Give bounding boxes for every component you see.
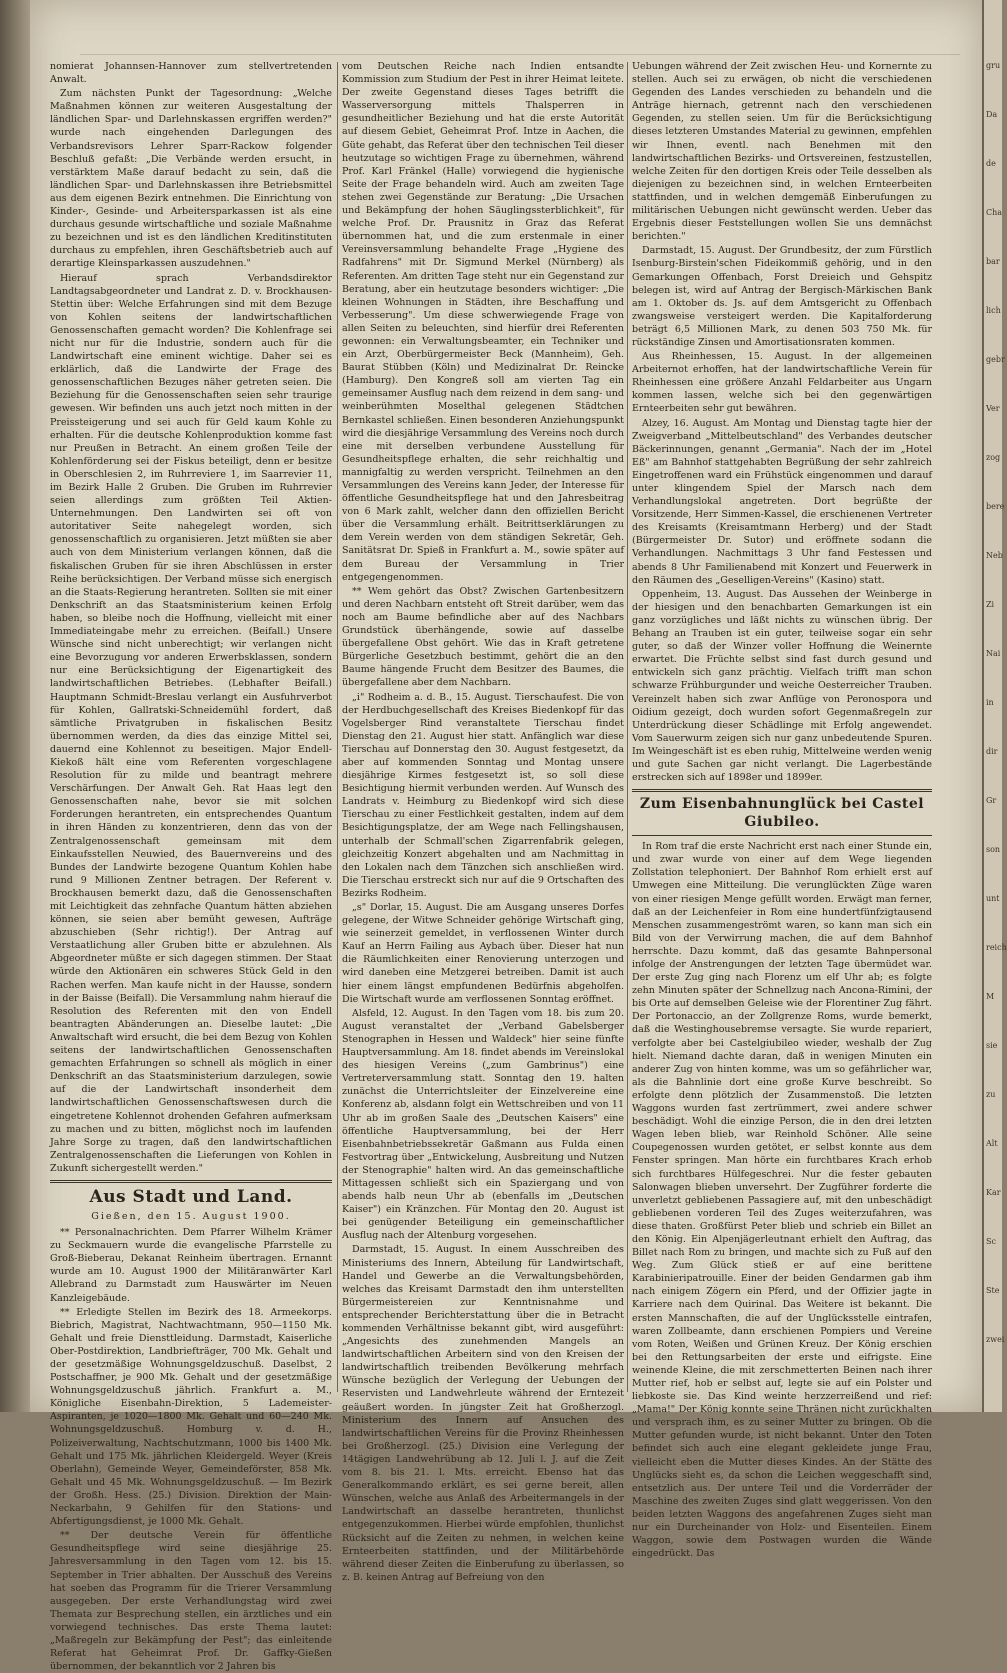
news-item: Darmstadt, 15. August. Der Grundbesitz, der zum Fürstlich Isenburg-Birstein'schen Fideikommiß gehörig, und in den Gemarkungen Offenbach, Forst Dreieich und Gehspitz belegen ist, wird auf Antrag der Bergisch-Märkischen Bank am 1. Oktober ds. Js. auf dem Amtsgericht zu Offenbach zwangsweise versteigert werden. Die Kapitalforderung beträgt 6,5 Millionen Mark, zu denen 503 750 Mk. für rückständige Zinsen und Amortisationsraten kommen. (632, 245, 932, 348)
news-item: Oppenheim, 13. August. Das Aussehen der Weinberge in der hiesigen und den benachbarten Gemarkungen ist ein ganz vorzügliches und läßt nichts zu wünschen übrig. Der Behang an Trauben ist ein guter, teilweise sogar ein sehr guter, so daß der Winzer voller Hoffnung die Weinernte erwartet. Die Früchte selbst sind fast durch gesund und entwickeln sich ganz prächtig. Vielfach trifft man schon schwarze Frühburgunder und weiche Oesterreicher Trauben. Vereinzelt haben sich zwar Anflüge von Peronospora und Oidium gezeigt, doch wurden sofort Gegenmaßregeln zur Unterdrückung dieser Schädlinge mit Erfolg angewendet. Vom Sauerwurm zeigen sich nur ganz unbedeutende Spuren. Im Weingeschäft ist es eben ruhig, Mittelweine werden wenig und gute Sachen gar nicht verlangt. Die Lagerbestände erstrecken sich auf 1898er und 1899er. (632, 588, 932, 784)
column-rule-2 (627, 62, 628, 1392)
edge-fragment: de (986, 159, 996, 168)
edge-fragment: bar (986, 257, 1000, 266)
news-item: Aus Rheinhessen, 15. August. In der allgemeinen Arbeiternot erhoffen, hat der landwirtschaftliche Verein für Rheinhessen eine größere Anzahl Feldarbeiter aus Ungarn kommen lassen, welche sich bei den gegenwärtigen Ernteerbeiten sehr gut bewähren. (632, 351, 932, 415)
edge-fragment: zu (986, 1090, 996, 1099)
edge-fragment: zog (986, 453, 1001, 462)
edge-fragment: Ver (986, 404, 1000, 413)
edge-fragment: unt (986, 894, 1000, 903)
article-text: Hierauf sprach Verbandsdirektor Landtagsabgeordneter und Landrat z. D. v. Brockhausen-Stettin über: Welche Erfahrungen sind mit dem Bezuge von Kohlen seitens der landwirtschaftlichen Genossenschaften gemacht worden? Die Kohlenfrage sei nicht nur für die Industrie, sondern auch für die Landwirtschaft eine eminent wichtige. Daher sei es erklärlich, daß die Landwirte der Frage des genossenschaftlichen Bezuges näher getreten seien. Die Beziehung für die Genossenschaften seien sehr traurige gewesen. Wir befinden uns auch jetzt noch mitten in der Preissteigerung und sei auch für Geld kaum Kohle zu erhalten. Für die deutsche Kohlenproduktion komme fast nur Preußen in Betracht. An einem großen Teile der Kohlenförderung sei der Fiskus beteiligt, denn er besitze in Oberschlesien 2, im Ruhrreviere 1, im Saarrevier 11, im Bezirk Halle 2 Gruben. Die Gruben im Ruhrrevier seien allerdings zum größten Teil Aktien-Unternehmungen. Den Landwirten sei oft von autoritativer Seite nahegelegt worden, sich genossenschaftlich zu organisieren. Jetzt müßten sie aber auch von dem Ministerium verlangen können, daß die fiskalischen Gruben für sie ihren Abschlüssen in erster Reihe berücksichtigen. Der Verband müsse sich energisch an die Staats-Regierung herantreten. Sollten sie mit einer Denkschrift an das Staatsministerium keinen Erfolg haben, so bleibe noch die Hoffnung, vielleicht mit einer Immediateingabe mehr zu erreichen. (Beifall.) Unsere Wünsche sind nicht unberechtigt; wir verlangen nicht eine Bevorzugung vor anderen Erwerbsklassen, sondern nur eine Berücksichtigung der Eigenartigkeit des landwirtschaftlichen Betriebes. (Lebhafter Beifall.) Hauptmann Schmidt-Breslau verlangt ein Ausfuhrverbot für Kohlen, Gallratski-Schneidemühl fordert, daß sämtliche Privatgruben in fiskalischen Besitz übernommen werden, da dies das einzige Mittel sei, dauernd eine Kohlennot zu beseitigen. Major Endell-Kiekoß hält eine vom Referenten vorgeschlagene Resolution für zu milde und beantragt mehrere Verschärfungen. Der Anwalt Geh. Rat Haas legt den Genossenschaften nahe, bevor sie mit solchen Forderungen herantreten, ein entsprechendes Quantum in ihren Händen zu konzentrieren, denn das von der Zentralgenossenschaft gemeinsam mit dem Einkaufsstellen Neuwied, des Bauernvereins und des Bundes der Landwirte bezogene Quantum Kohlen habe rund 9 Millionen Zentner betragen. Der Referent v. Brockhausen bemerkt dazu, daß die Genossenschaften mit Leichtigkeit das zehnfache Quantum hätten abziehen können, sie seien aber bemüht gewesen, Aufträge abzuschieben (Sehr richtig!). Der Antrag auf Verstaatlichung aller Gruben bitte er abzulehnen. Als Abgeordneter müßte er sich dagegen stimmen. Der Staat würde den Aktionären ein schweres Stück Geld in den Rachen werfen. Man kaufe nicht in der Hausse, sondern in der Baisse (Beifall). Die Versammlung nahm hierauf die Resolution des Referenten mit den von Endell beantragten Abänderungen an. Dieselbe lautet: „Die Anwaltschaft wird ersucht, die bei dem Bezug von Kohlen seitens der landwirtschaftlichen Genossenschaften gemachten Erfahrungen so schnell als möglich in einer Denkschrift an das Staatsministerium darzulegen, sowie auf die der Landwirtschaft insonderheit dem landwirtschaftlichen Genossenschaftswesen durch die eingetretene Kohlennot drohenden Gefahren aufmerksam zu machen und zu bitten, möglichst noch im laufenden Jahre Sorge zu tragen, daß den landwirtschaftlichen Zentralgenossenschaften die Lieferungen von Kohlen in Zukunft sichergestellt werden." (50, 272, 332, 1174)
news-item: ** Erledigte Stellen im Bezirk des 18. Armeekorps. Biebrich, Magistrat, Nachtwachtmann, 950—1150 Mk. Gehalt und freie Diensttleidung. Darmstadt, Kaiserliche Ober-Postdirektion, Landbriefträger, 700 Mk. Gehalt und der gesetzmäßige Wohnungsgeldzuschuß. Daselbst, 2 Postschaffner, je 900 Mk. Gehalt und der gesetzmäßige Wohnungsgeldzuschuß jährlich. Frankfurt a. M., Königliche Eisenbahn-Direktion, 5 Lademeister-Aspiranten, je 1020—1800 Mk. Gehalt und 60—240 Mk. Wohnungsgeldzuschuß. Homburg v. d. H., Polizeiverwaltung, Nachtschutzmann, 1000 bis 1400 Mk. Gehalt und 175 Mk. jährlichen Kleidergeld. Weyer (Kreis Oberlahn), Gemeinde Weyer, Gemeindeförster, 858 Mk. Gehalt und 45 Mk. Wohnungsgeldzuschuß. — Im Bezirk der Großh. Hess. (25.) Division. Direktion der Main-Neckarbahn, 9 Gehilfen für den Stations- und Abfertigungsdienst, je 1000 Mk. Gehalt. (50, 1306, 332, 1528)
article-text: vom Deutschen Reiche nach Indien entsandte Kommission zum Studium der Pest in ihrer Heimat leitete. Der zweite Gegenstand dieses Tages betrifft die Wasserversorgung mittels Thalsperren in gesundheitlicher Beziehung und hat die erste Autorität auf diesem Gebiet, Geheimrat Prof. Intze in Aachen, die Güte gehabt, das Referat über den technischen Teil dieser heutzutage so wichtigen Frage zu übernehmen, während Prof. Karl Fränkel (Halle) vorwiegend die hygienische Seite der Frage behandeln wird. Auch am zweiten Tage stehen zwei Gegenstände zur Beratung: „Die Ursachen und Bekämpfung der hohen Säuglingssterblichkeit", für welche Prof. Dr. Prausnitz in Graz das Referat übernommen hat, und die zum erstenmale in einer Vereinsversammlung behandelte Frage „Hygiene des Radfahrens" mit Dr. Sigmund Merkel (Nürnberg) als Referenten. Am dritten Tage steht nur ein Gegenstand zur Beratung, aber ein heutzutage besonders wichtiger: „Die kleinen Wohnungen in Städten, ihre Beschaffung und Verbesserung". Um diese schwerwiegende Frage von allen Seiten zu beleuchten, sind hierfür drei Referenten gewonnen: ein Verwaltungsbeamter, ein Techniker und ein Arzt, Oberbürgermeister Beck (Mannheim), Geh. Baurat Stübben (Köln) und Medizinalrat Dr. Reincke (Hamburg). Den Kongreß soll am vierten Tag ein gemeinsamer Ausflug nach dem reizend in dem sang- und weinberühmten Moselthal gelegenen Städtchen Bernkastel schließen. Einen besonderen Anziehungspunkt wird die diesjährige Versammlung des Vereins noch durch eine mit derselben verbundene Ausstellung für Gesundheitspflege erhalten, die sehr reichhaltig und mannigfaltig zu werden verspricht. Teilnehmen an den Versammlungen des Vereins kann Jeder, der Interesse für öffentliche Gesundheitspflege hat und den Jahresbeitrag von 6 Mark zahlt, welcher dann den offiziellen Bericht über die Versammlung erhält. Beitrittserklärungen zu dem Verein werden von dem ständigen Sekretär, Geh. Sanitätsrat Dr. Spieß in Frankfurt a. M., sowie später auf dem Bureau der Versammlung in Trier entgegengenommen. (342, 61, 624, 583)
edge-fragment: dir (986, 747, 998, 756)
dateline: Gießen, den 15. August 1900. (91, 1210, 291, 1222)
page-top-edge (80, 4, 960, 55)
edge-fragment: M (986, 992, 995, 1001)
edge-fragment: Nai (986, 649, 1001, 658)
news-item: ** Personalnachrichten. Dem Pfarrer Wilhelm Krämer zu Seckmauern wurde die evangelische Pfarrstelle zu Groß-Bieberau, Dekanat Reinheim übertragen. Ernannt wurde am 10. August 1900 der Militäranwärter Karl Allebrand zu Darmstadt zum Hauswärter im Neuen Kanzleigebäude. (50, 1227, 332, 1304)
edge-fragment: Da (986, 110, 998, 119)
news-item: Alsfeld, 12. August. In den Tagen vom 18. bis zum 20. August veranstaltet der „Verband Gabelsberger Stenographen in Hessen und Waldeck" hier seine fünfte Hauptversammlung. Am 18. findet abends im Vereinslokal des hiesigen Vereins („zum Gambrinus") eine Vertreterversammlung statt. Sonntag den 19. halten zunächst die Unterrichtsleiter der Einzelvereine eine Konferenz ab, alsdann folgt ein Wettschreiben und von 11 Uhr ab im großen Saale des „Deutschen Kaisers" eine öffentliche Hauptversammlung, bei der Herr Eisenbahnbetriebssekretär Gaßmann aus Fulda einen Festvortrag über „Entwickelung, Ausbreitung und Nutzen der Stenographie" halten wird. An das gemeinschaftliche Mittagessen schließt sich ein Spaziergang und von abends halb neun Uhr ab (ebenfalls im „Deutschen Kaiser") ein Kränzchen. Für Montag den 20. August ist bei genügender Beteiligung ein gemeinschaftlicher Ausflug nach der Altenburg vorgesehen. (342, 1007, 624, 1242)
article-text: In Rom traf die erste Nachricht erst nach einer Stunde ein, und zwar wurde von einer auf dem Wege liegenden Zollstation telephoniert. Der Bahnhof Rom erhielt erst auf Umwegen eine Mitteilung. Die verunglückten Züge waren von einer riesigen Menge gefüllt worden. Erwägt man ferner, daß an der Leichenfeier in Rom eine hundertfünfzigtausend Menschen zusammengeströmt waren, so kann man sich ein Bild von der Verwirrung machen, die auf dem Bahnhof herrschte. Dazu kommt, daß das gesamte Bahnpersonal infolge der Anstrengungen der letzten Tage übermüdet war. Der erste Zug ging nach Florenz um elf Uhr ab; es folgte zehn Minuten später der Schnellzug nach Ancona-Rimini, der bis Orte auf demselben Geleise wie der Florentiner Zug fährt. Der Portonaccio, an der Zollgrenze Roms, wurde bemerkt, daß die Westinghousebremse versagte. Sie wurde repariert, verfolgte aber bei Castelgiubileo wieder, weshalb der Zug hielt. Niemand dachte daran, daß in wenigen Minuten ein anderer Zug von hinten komme, was um so gefährlicher war, als die Bahnlinie dort eine große Kurve beschreibt. So erfolgte denn plötzlich der Zusammenstoß. Die letzten Waggons wurden fast zertrümmert, zwei andere schwer beschädigt. Wohl die einzige Person, die in den drei letzten Wagen leben blieb, war Reinhold Schöner. Alle seine Coupegenossen wurden getötet, er selbst konnte aus dem Fenster springen. Man hörte ein furchtbares Krach erhob sich furchtbares Hülfegeschrei. Nur die fester gebauten Salonwagen blieben unversehrt. Der Zugführer forderte die unverletzt gebliebenen Passagiere auf, mit den unbeschädigt gebliebenen vorderen Teil des Zuges weiterzufahren, was diese thaten. Großfürst Peter blieb und schrieb ein Billet an den König. Ein Alpenjägerleutnant erhielt den Auftrag, das Billet nach Rom zu bringen, und machte sich zu Fuß auf den Weg. Zum Glück stieß er auf eine berittene Karabinieripatrouille. Einer der beiden Gendarmen gab ihm nach einigem Zögern ein Pferd, und der Offizier jagte in Karriere nach dem Quirinal. Das Weitere ist bekannt. Die ersten Mannschaften, die auf der Unglücksstelle eintrafen, waren Zollbeamte, dann erschienen Pompiers und Vereine vom Roten, Weißen und Grünen Kreuz. Der König erschien bei den Rettungsarbeiten der erste und eifrigste. Eine weinende Kleine, die mit zerschmetterten Beinen nach ihrer Mutter rief, hob er selbst auf, legte sie auf ein Polster und liebkoste sie. Das Kind weinte herzzerreißend und rief: „Mama!" Der König konnte seine Thränen nicht zurückhalten und versprach ihm, es zu seiner Mutter zu bringen. Ob die Mutter gefunden wurde, ist nicht bekannt. Unter den Toten befindet sich auch eine elegant gekleidete junge Frau, vielleicht eben die Mutter dieses Kindes. An der Stätte des Unglücks sieht es, da schon die Leichen weggeschafft sind, entsetzlich aus. Der untere Teil und die Vorderräder der Maschine des zweiten Zuges sind glatt weggerissen. Von den beiden letzten Waggons des angefahrenen Zuges sieht man nur ein Durcheinander von Holz- und Eisenteilen. Einem Waggon, sowie dem Postwagen wurden die Wände eingedrückt. Das (632, 841, 932, 1560)
heading-rule (632, 835, 932, 836)
news-item: „s" Dorlar, 15. August. Die am Ausgang unseres Dorfes gelegene, der Witwe Schneider gehörige Wirtschaft ging, wie seinerzeit gemeldet, in verflossenen Winter durch Kauf an Herrn Failing aus Aybach über. Dieser hat nun die Räumlichkeiten einer Renovierung unterzogen und wird daneben eine Metzgerei betreiben. Damit ist auch hier einem längst empfundenen Bedürfnis abgeholfen. Die Wirtschaft wurde am verflossenen Sonntag eröffnet. (342, 902, 624, 1005)
article-text: nomierat Johannsen-Hannover zum stellvertretenden Anwalt. (50, 61, 332, 86)
edge-fragment: Alt (986, 1139, 998, 1148)
edge-fragment: Neb (986, 551, 1003, 560)
news-item: ** Der deutsche Verein für öffentliche Gesundheitspflege wird seine diesjährige 25. Jahresversammlung in den Tagen vom 12. bis 15. September in Trier abhalten. Der Ausschuß des Vereins hat soeben das Programm für die Trierer Versammlung ausgegeben. Der erste Verhandlungstag wird zwei Themata zur Besprechung stellen, ein ärztliches und ein vorwiegend technisches. Das erste Thema lautet: „Maßregeln zur Bekämpfung der Pest"; das einleitende Referat hat Geheimrat Prof. Dr. Gaffky-Gießen übernommen, der bekanntlich vor 2 Jahren bis (50, 1530, 332, 1673)
edge-fragment: son (986, 845, 1001, 854)
book-binding (0, 0, 30, 1412)
article-text: Zum nächsten Punkt der Tagesordnung: „Welche Maßnahmen können zur weiteren Ausgestaltung der ländlichen Spar- und Darlehnskassen ergriffen werden?" wurde nach eingehenden Darlegungen des Verbandsrevisors Lehrer Sparr-Rackow folgender Beschluß gefaßt: „Die Verbände werden ersucht, in verstärktem Maße darauf bedacht zu sein, daß die ländlichen Spar- und Darlehnskassen ihre Betriebsmittel aus dem eigenen Bezirk entnehmen. Die Einrichtung von Kinder-, Gesinde- und Arbeitersparkassen ist als eine durchaus gesunde wirtschaftliche und soziale Maßnahme zu bezeichnen und ist es den ländlichen Kreditinstituten durchaus zu empfehlen, ihren Geschäftsbetrieb auch auf derartige Kleinsparkassen auszudehnen." (50, 88, 332, 270)
section-divider (50, 1180, 332, 1183)
edge-fragment: Ste (986, 1286, 1000, 1295)
edge-fragment: lich (986, 306, 1001, 315)
edge-fragment: Cha (986, 208, 1003, 217)
edge-fragment: zwei (986, 1335, 1005, 1344)
adjacent-page-fragments (984, 60, 1007, 1345)
section-divider (632, 789, 932, 792)
edge-fragment: reich (986, 943, 1007, 952)
article-text: Uebungen während der Zeit zwischen Heu- und Kornernte zu stellen. Auch sei zu erwägen, ob nicht die verschiedenen Gegenden des Landes verschieden zu behandeln und die Anträge hiernach, getrennt nach den verschiedenen Gegenden, zu stellen seien. Um für die Berücksichtigung dieses letzteren Umstandes Material zu gewinnen, empfehlen wir Ihnen, eventl. nach Benehmen mit den landwirtschaftlichen Bezirks- und Ortsvereinen, festzustellen, welche Zeiten für den dortigen Kreis oder Teile desselben als diejenigen zu bezeichnen sind, in welchen Ernteerbeiten stattfinden, und in welchen demgemäß Einberufungen zu militärischen Uebungen nicht gewünscht werden. Ueber das Ergebnis dieser Feststellungen wollen Sie uns demnächst berichten." (632, 61, 932, 243)
column-1 (50, 60, 332, 1673)
edge-fragment: Gr (986, 796, 997, 805)
edge-fragment: gebr (986, 355, 1005, 364)
section-heading: Zum Eisenbahnunglück bei Castel Giubileo. (639, 796, 925, 831)
column-3 (632, 60, 932, 1560)
edge-fragment: Sc (986, 1237, 996, 1246)
column-rule-1 (337, 62, 338, 1392)
news-item: „i" Rodheim a. d. B., 15. August. Tierschaufest. Die von der Herdbuchgesellschaft des Kreises Biedenkopf für das Vogelsberger Rind veranstaltete Tierschau findet Dienstag den 21. August hier statt. Anfänglich war diese Tierschau auf Donnerstag den 30. August festgesetzt, da aber auf kommenden Sonntag und Montag unsere diesjährige Kirmes festgesetzt ist, so soll diese Besichtigung hiermit verbunden werden. Auf Wunsch des Landrats v. Heimburg zu Biedenkopf wird sich diese Tierschau zu einer Festlichkeit gestalten, indem auf dem Besichtigungsplatze, der am Wege nach Fellingshausen, unterhalb der Schmall'schen Zigarrenfabrik gelegen, gleichzeitig Konzert abgehalten und am Nachmittag in den Lokalen nach dem Tänzchen sich anschließen wird. Die Tierschau erstreckt sich nur auf die 9 Ortschaften des Bezirks Rodheim. (342, 691, 624, 899)
news-item: Darmstadt, 15. August. In einem Ausschreiben des Ministeriums des Innern, Abteilung für Landwirtschaft, Handel und Gewerbe an die Verwaltungsbehörden, welches das Kreisamt Darmstadt den ihm unterstellten Bürgermeistereien zur Kenntnisnahme und entsprechender Berichterstattung über die in Betracht kommenden Verhältnisse bekannt gibt, wird ausgeführt: „Angesichts des zunehmenden Mangels an landwirtschaftlichen Arbeitern sind von den Kreisen der landwirtschaftlich treibenden Bevölkerung mehrfach Wünsche bezüglich der Verlegung der Uebungen der Reservisten und Landwehrleute während der Erntezeit geäußert worden. In jüngster Zeit hat Großherzogl. Ministerium des Innern auf Ansuchen des landwirtschaftlichen Vereins für die Provinz Rheinhessen bei Großherzogl. (25.) Division eine Verlegung der 14tägigen Landwehrübung ab 12. Juli l. J. auf die Zeit vom 8. bis 21. l. Mts. erreicht. Ebenso hat das Generalkommando erklärt, es sei gerne bereit, allen Wünschen, welche aus Anlaß des Arbeitermangels in der Landwirtschaft an dasselbe herantreten, thunlichst entgegenzukommen. Hierbei würde empfohlen, thunlichst Rücksicht auf die Zeiten zu nehmen, in welchen keine Ernteerbeiten stattfinden, und der Militärbehörde während dieser Zeiten die Einberufung zu überlassen, so z. B. keinen Antrag auf Befreiung von den (342, 1244, 624, 1583)
edge-fragment: in (986, 698, 994, 707)
edge-fragment: sie (986, 1041, 998, 1050)
news-item: ** Wem gehört das Obst? Zwischen Gartenbesitzern und deren Nachbarn entsteht oft Streit darüber, wem das noch am Baume befindliche aber auf des Nachbars Grundstück überhängende, sowie auf dasselbe übergefallene Obst gehört. Wie das in Kraft getretene Bürgerliche Gesetzbuch bestimmt, gehört die an den Baume hängende Frucht dem Besitzer des Baumes, die übergefallene aber dem Nachbarn. (342, 585, 624, 689)
news-item: Alzey, 16. August. Am Montag und Dienstag tagte hier der Zweigverband „Mittelbeutschland" des Verbandes deutscher Bäckerinnungen, genannt „Germania". Nach der im „Hotel Eß" am Bahnhof stattgehabten Begrüßung der sehr zahlreich Eingetroffenen ward ein Frühstück eingenommen und darauf unter klingendem Spiel der Marsch nach dem Verhandlungslokal angetreten. Dort begrüßte der Vorsitzende, Herr Simmen-Kassel, die erschienenen Vertreter des Kreisamts (Kreisamtmann Herberg) und der Stadt (Bürgermeister Dr. Sutor) und eröffnete sodann die Verhandlungen. Nachmittags 3 Uhr fand Festessen und abends 8 Uhr Familienabend mit Konzert und Feuerwerk in den Räumen des „Geselligen-Vereins" (Kasino) statt. (632, 417, 932, 586)
edge-fragment: Kar (986, 1188, 1001, 1197)
section-heading: Aus Stadt und Land. (89, 1186, 293, 1207)
edge-fragment: bere (986, 502, 1005, 511)
adjacent-page-edge (982, 0, 1007, 1412)
edge-fragment: Zi (986, 600, 995, 609)
column-2 (342, 60, 624, 1583)
edge-fragment: gru (986, 61, 1001, 70)
